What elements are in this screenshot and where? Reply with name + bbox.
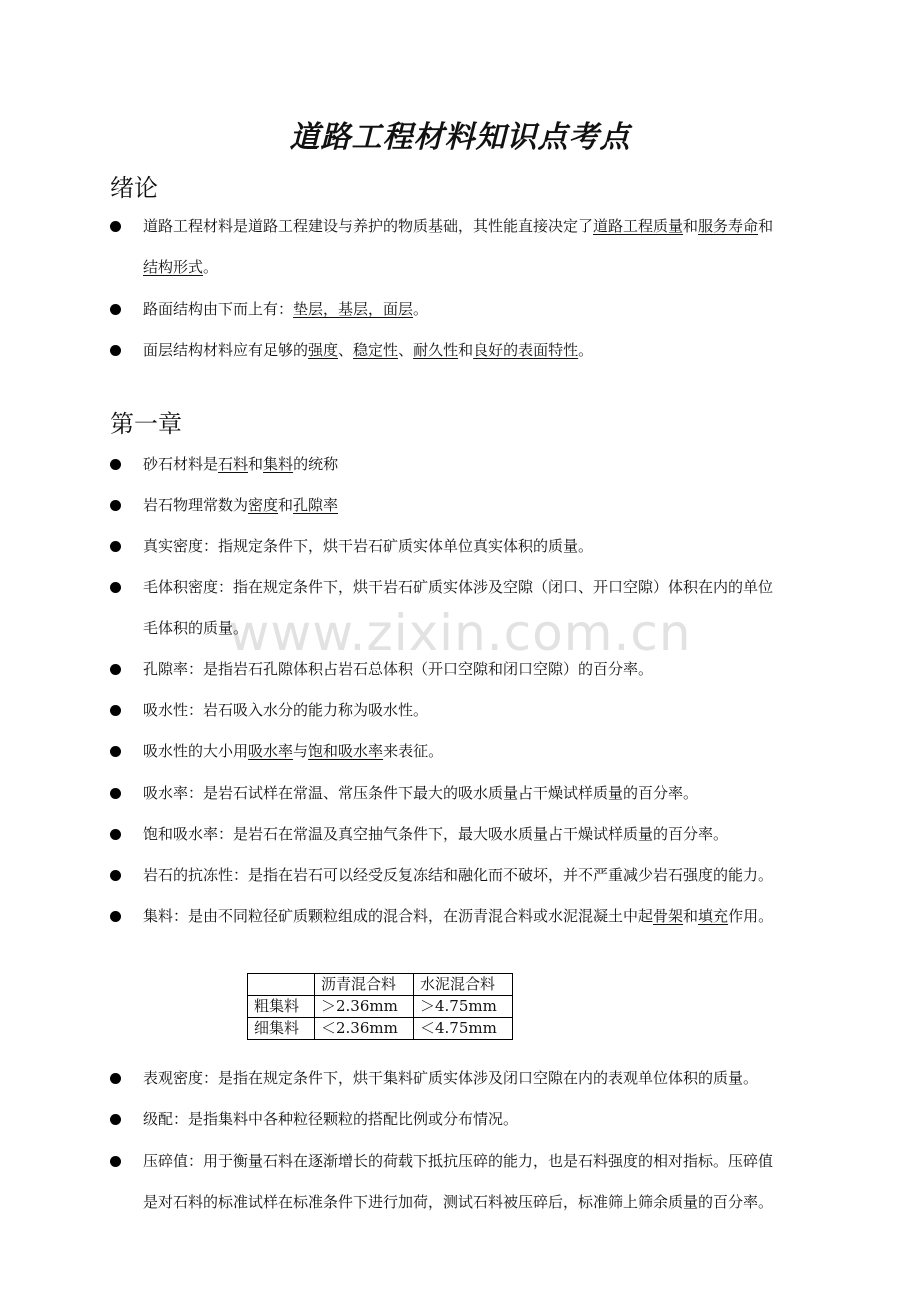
list-item: 面层结构材料应有足够的强度、稳定性、耐久性和良好的表面特性。 — [110, 330, 834, 371]
bullet-icon — [110, 1073, 121, 1084]
bullet-icon — [110, 788, 121, 799]
bullet-icon — [110, 1156, 121, 1167]
table-cell: 沥青混合料 — [315, 974, 414, 996]
list-item: 岩石物理常数为密度和孔隙率 — [110, 485, 834, 526]
list-item: 吸水性的大小用吸水率与饱和吸水率来表征。 — [110, 731, 834, 772]
aggregate-size-table — [247, 973, 513, 1040]
bullet-icon — [110, 221, 121, 232]
list-item: 吸水率：是岩石试样在常温、常压条件下最大的吸水质量占干燥试样质量的百分率。 — [110, 773, 834, 814]
bullet-icon — [110, 746, 121, 757]
table-cell: ＞2.36mm — [315, 996, 414, 1018]
table-header-row — [248, 974, 513, 996]
table-cell — [248, 974, 315, 996]
table-row — [248, 1018, 513, 1040]
bullet-icon — [110, 500, 121, 511]
list-item: 压碎值：用于衡量石料在逐渐增长的荷载下抵抗压碎的能力，也是石料强度的相对指标。压碎值 是对石料的标准试样在标准条件下进行加荷，测试石料被压碎后，标准筛上筛余质量的百分率。 — [110, 1141, 834, 1223]
list-item: 级配：是指集料中各种粒径颗粒的搭配比例或分布情况。 — [110, 1099, 834, 1140]
list-item: 道路工程材料是道路工程建设与养护的物质基础，其性能直接决定了道路工程质量和服务寿命和 结构形式。 — [110, 206, 834, 288]
table-cell: 细集料 — [248, 1018, 315, 1040]
bullet-icon — [110, 304, 121, 315]
list-item: 岩石的抗冻性：是指在岩石可以经受反复冻结和融化而不破坏，并不严重减少岩石强度的能力。 — [110, 855, 834, 896]
watermark: www.zixin.com.cn — [228, 604, 692, 662]
bullet-icon — [110, 345, 121, 356]
section-heading-chapter1: 第一章 — [110, 410, 182, 438]
bullet-icon — [110, 541, 121, 552]
bullet-icon — [110, 705, 121, 716]
bullet-icon — [110, 1114, 121, 1125]
list-item: 路面结构由下而上有：垫层，基层，面层。 — [110, 289, 834, 330]
bullet-icon — [110, 829, 121, 840]
list-item: 集料：是由不同粒径矿质颗粒组成的混合料，在沥青混合料或水泥混凝土中起骨架和填充作用。 — [110, 896, 834, 937]
bullet-icon — [110, 870, 121, 881]
bullet-icon — [110, 664, 121, 675]
table-cell: ＞4.75mm — [414, 996, 513, 1018]
table-row — [248, 996, 513, 1018]
table-cell: 水泥混合料 — [414, 974, 513, 996]
table-cell: ＜2.36mm — [315, 1018, 414, 1040]
document-title: 道路工程材料知识点考点 — [289, 120, 631, 155]
list-item: 饱和吸水率：是岩石在常温及真空抽气条件下，最大吸水质量占干燥试样质量的百分率。 — [110, 814, 834, 855]
table-cell: 粗集料 — [248, 996, 315, 1018]
bullet-icon — [110, 459, 121, 470]
table-cell: ＜4.75mm — [414, 1018, 513, 1040]
list-item: 真实密度：指规定条件下，烘干岩石矿质实体单位真实体积的质量。 — [110, 526, 834, 567]
list-item: 毛体积密度：指在规定条件下，烘干岩石矿质实体涉及空隙（闭口、开口空隙）体积在内的单位 毛体积的质量。 — [110, 567, 834, 649]
list-item: 孔隙率：是指岩石孔隙体积占岩石总体积（开口空隙和闭口空隙）的百分率。 — [110, 649, 834, 690]
bullet-icon — [110, 911, 121, 922]
bullet-icon — [110, 582, 121, 593]
section-heading-intro: 绪论 — [110, 174, 158, 202]
list-item: 吸水性：岩石吸入水分的能力称为吸水性。 — [110, 690, 834, 731]
list-item: 砂石材料是石料和集料的统称 — [110, 444, 834, 485]
list-item: 表观密度：是指在规定条件下，烘干集料矿质实体涉及闭口空隙在内的表观单位体积的质量。 — [110, 1058, 834, 1099]
